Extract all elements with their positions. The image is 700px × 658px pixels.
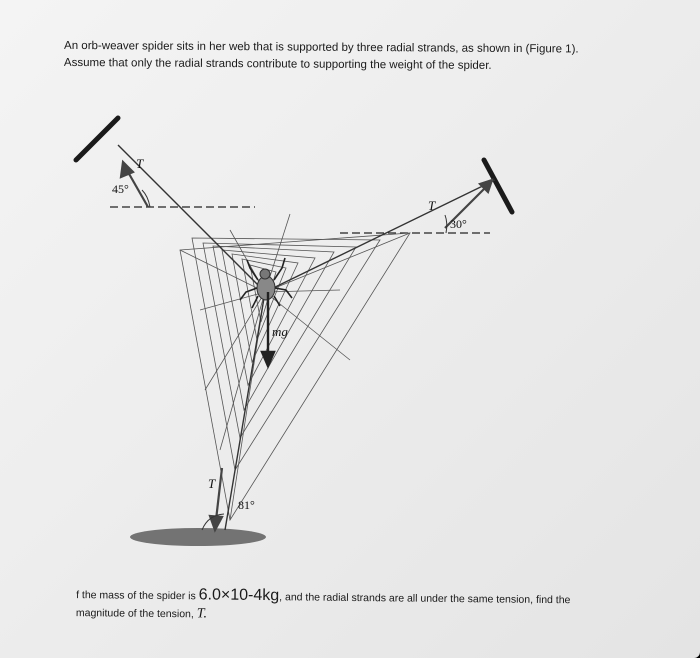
bottom-anchor: [130, 528, 266, 546]
right-strand: [265, 180, 495, 292]
intro-line-2: Assume that only the radial strands contribute to supporting the weight of the spider.: [63, 56, 492, 72]
weight-label: mg: [272, 324, 288, 339]
web-threads: [180, 214, 410, 520]
tension-label-right: T: [428, 198, 436, 213]
intro-line-1: An orb-weaver spider sits in her web that is supported by three radial strands, as shown in (Figure 1).: [64, 39, 579, 56]
tension-label-left: T: [136, 156, 144, 171]
question-prefix: f the mass of the spider is: [76, 589, 196, 603]
question-line2-text: magnitude of the tension,: [75, 607, 194, 621]
tension-variable: T.: [196, 606, 208, 622]
question-mid: , and the radial strands are all under the same tension, find the: [279, 591, 571, 607]
angle-arc-right: [445, 215, 447, 233]
tension-label-bottom: T: [208, 476, 216, 491]
tension-arrows: [121, 162, 492, 530]
angle-label-bottom: 81°: [238, 498, 255, 512]
left-anchor: [76, 118, 118, 160]
angle-label-left: 45°: [112, 182, 129, 196]
problem-question: [76, 585, 636, 628]
mass-value: 6.0×10-4kg: [198, 586, 280, 605]
angle-label-right: 30°: [450, 217, 467, 231]
